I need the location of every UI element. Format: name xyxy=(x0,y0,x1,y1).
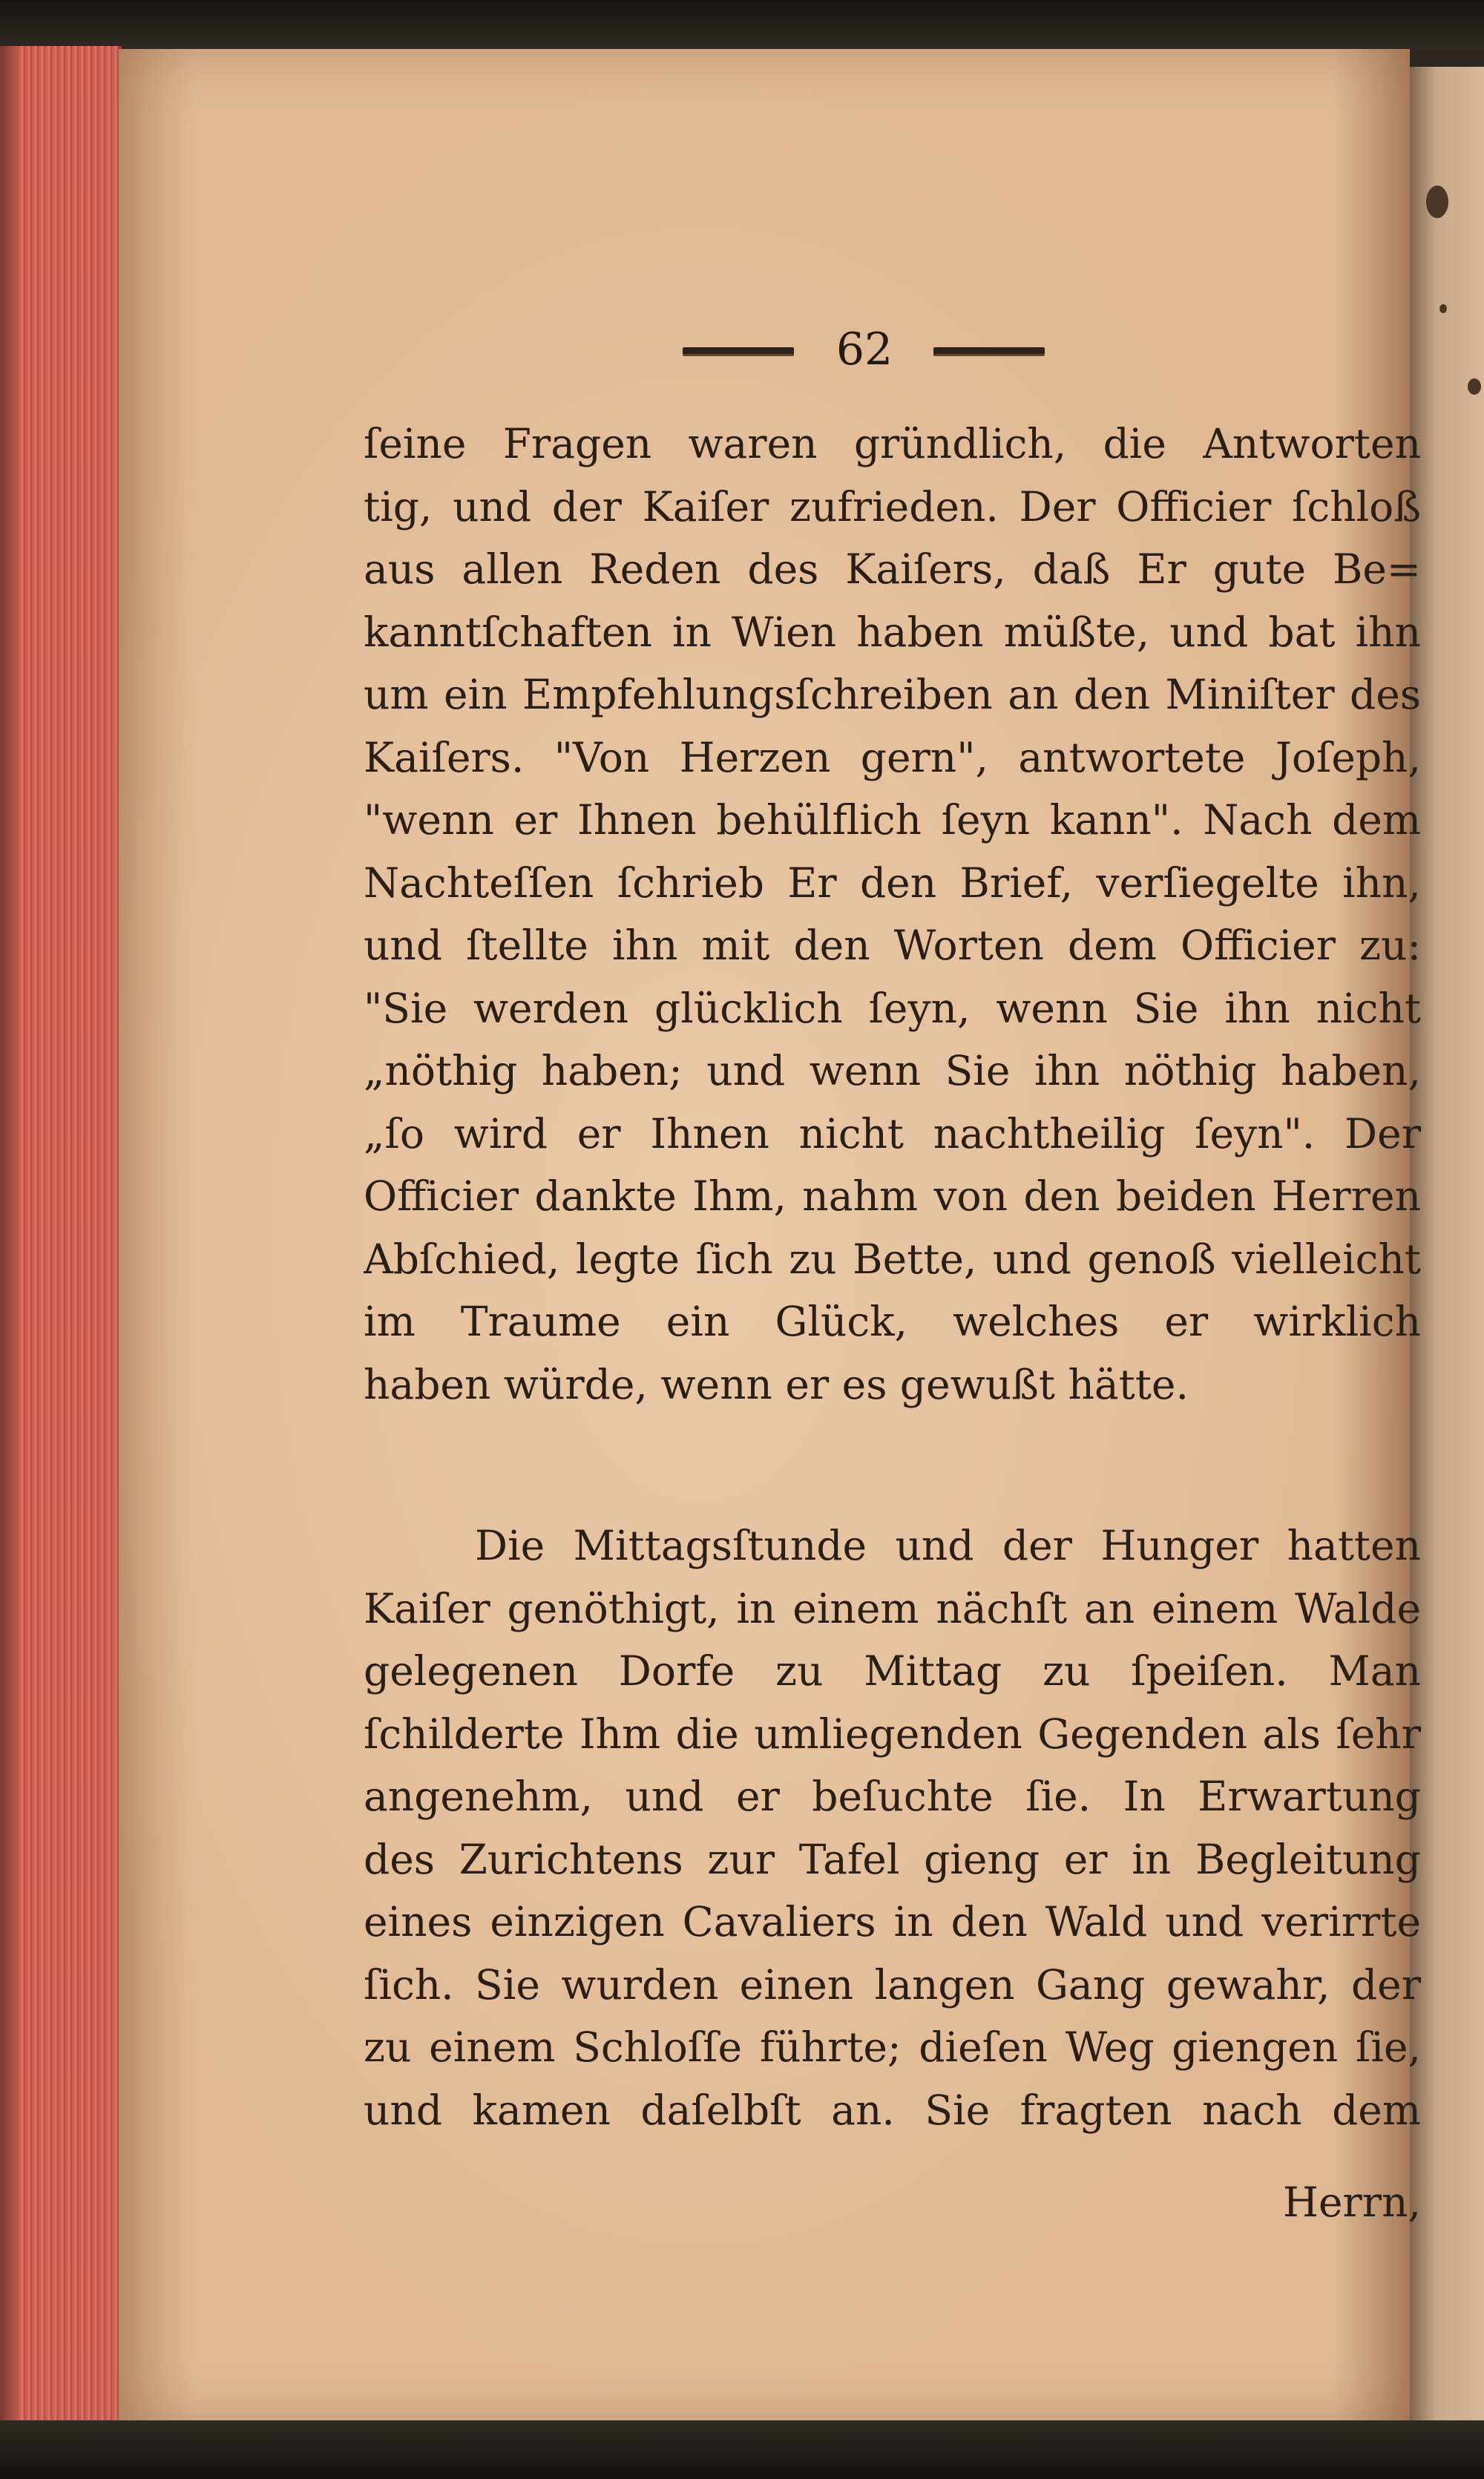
scan-background-bottom xyxy=(0,2420,1484,2479)
text-line: eines einzigen Cavaliers in den Wald und verirrte xyxy=(364,1898,1421,1946)
text-line: Kaiſer genöthigt, in einem nächſt an einem Walde xyxy=(364,1584,1421,1632)
text-line: ſeine Fragen waren gründlich, die Antworten xyxy=(364,420,1421,467)
text-line: Kaiſers. "Von Herzen gern", antwortete Joſeph, xyxy=(364,733,1421,781)
text-line: ſich. Sie wurden einen langen Gang gewahr, der xyxy=(364,1960,1421,2009)
text-line: und kamen daſelbſt an. Sie fragten nach dem xyxy=(364,2086,1421,2134)
facing-page-edge xyxy=(1410,67,1484,2426)
text-line: Abſchied, legte ſich zu Bette, und genoß vielleicht xyxy=(364,1235,1421,1283)
text-line: haben würde, wenn er es gewußt hätte. xyxy=(364,1360,1189,1408)
text-line: zu einem Schloſſe führte; dieſen Weg giengen ſie, xyxy=(364,2023,1421,2071)
paper-stain xyxy=(1439,304,1447,313)
scan-background-top xyxy=(0,0,1484,50)
text-line: aus allen Reden des Kaiſers, daß Er gute Be= xyxy=(364,545,1421,593)
page-number: 62 xyxy=(835,324,893,375)
text-line: "wenn er Ihnen behülflich ſeyn kann". Nach dem xyxy=(364,796,1421,844)
text-line: und ſtellte ihn mit den Worten dem Officier zu: xyxy=(364,922,1421,969)
text-line: um ein Empfehlungsſchreiben an den Miniſter des xyxy=(364,671,1421,718)
page-header xyxy=(119,324,1410,375)
catchword: Herrn, xyxy=(1282,2178,1421,2226)
text-line: gelegenen Dorfe zu Mittag zu ſpeiſen. Man xyxy=(364,1647,1421,1695)
paper-stain xyxy=(1468,378,1481,395)
page-edges-red xyxy=(0,46,122,2428)
text-line: kanntſchaften in Wien haben müßte, und bat ihn xyxy=(364,608,1421,656)
text-line: „ſo wird er Ihnen nicht nachtheilig ſeyn". Der xyxy=(364,1109,1421,1158)
header-rule-right xyxy=(933,347,1045,354)
text-line: „nöthig haben; und wenn Sie ihn nöthig haben, xyxy=(364,1047,1421,1094)
text-line: tig, und der Kaiſer zufrieden. Der Officier ſchloß xyxy=(364,482,1421,531)
text-line: "Sie werden glücklich ſeyn, wenn Sie ihn nicht xyxy=(364,984,1421,1032)
text-line: Nachteſſen ſchrieb Er den Brief, verſiegelte ihn, xyxy=(364,858,1421,907)
text-line: des Zurichtens zur Tafel gieng er in Begleitung xyxy=(364,1835,1421,1883)
text-line: im Traume ein Glück, welches er wirklich xyxy=(364,1298,1421,1345)
text-line: ſchilderte Ihm die umliegenden Gegenden als ſehr xyxy=(364,1710,1421,1758)
text-line: Die Mittagsſtunde und der Hunger hatten xyxy=(475,1522,1421,1569)
paper-stain xyxy=(1426,185,1448,218)
text-line: Officier dankte Ihm, nahm von den beiden Herren xyxy=(364,1172,1421,1220)
text-line: angenehm, und er beſuchte ſie. In Erwartung xyxy=(364,1773,1421,1820)
header-rule-left xyxy=(683,347,794,354)
book-page xyxy=(119,49,1421,2423)
